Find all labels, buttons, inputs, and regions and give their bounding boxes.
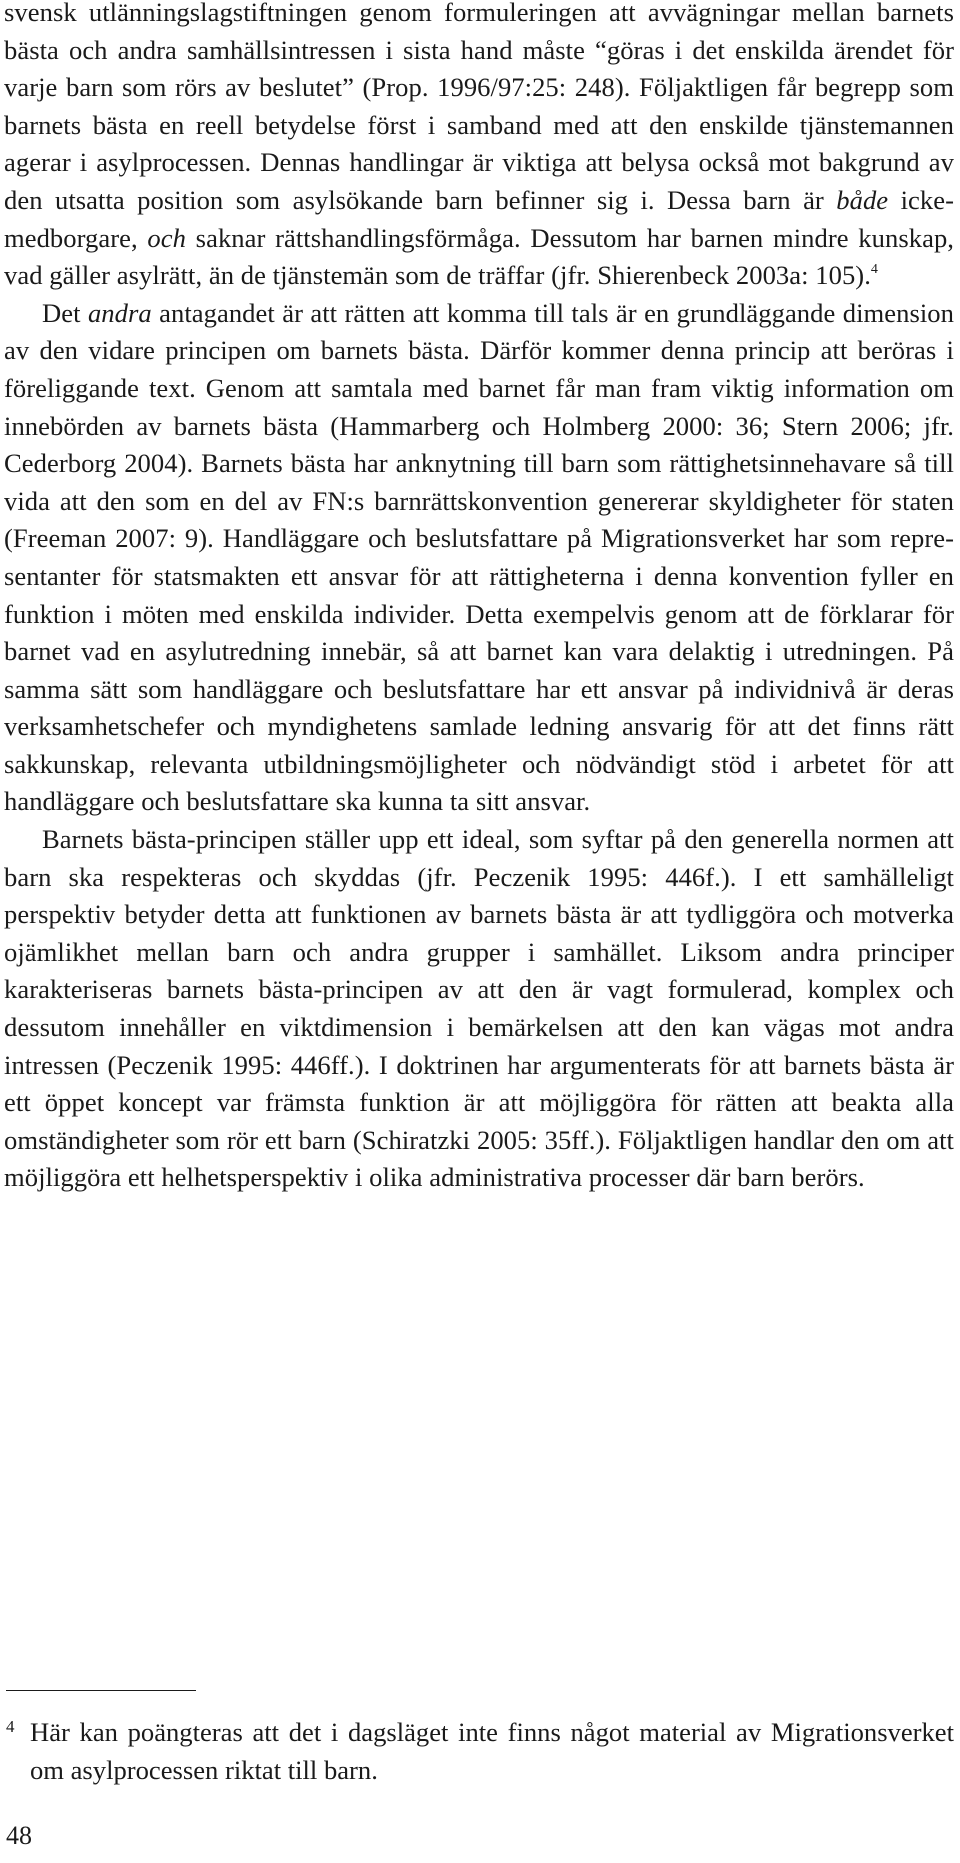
- text-run: icke-medborgare,: [4, 184, 954, 253]
- text-run: Det: [42, 297, 88, 328]
- text-run: svensk utlänningslagstiftningen genom formuleringen att avvägningar mellan barnets bästa och andra samhällsintressen i sista hand måste “göras i det enskilda ärendet för varje barn som rörs av beslutet” (Prop. 1996/97:25: 248). Följaktligen får begrepp som barnets bästa en reell betydelse först i samband med att den enskilde tjänstemannen agerar i asylprocessen. Dennas handlingar är viktiga att belysa också mot bakgrund av den utsatta position som asylsökande barn befinner sig i. Dessa barn är: [4, 0, 954, 215]
- emphasis: och: [147, 222, 186, 253]
- emphasis: både: [836, 184, 889, 215]
- paragraph: [4, 295, 954, 821]
- text-run: antagandet är att rätten att komma till tals är en grundläggande dimension av den vidare principen om barnets bästa. Därför kommer denna princip att beröras i föreliggande text. Genom att samtala med barnet får man fram viktig information om innebörden av barnets bästa (Hammarberg och Holmberg 2000: 36; Stern 2006; jfr. Cederborg 2004). Barnets bästa har anknytning till barn som rättighetsinnehavare så till vida att den som en del av FN:s barnrättskonvention genererar skyldigheter för staten (Freeman 2007: 9). Handläggare och beslutsfattare på Migrationsverket har som representanter för statsmakten ett ansvar för att rättigheterna i denna konvention fyller en funktion i möten med enskilda individer. Detta exempelvis genom att de förklarar för barnet vad en asylutredning innebär, så att barnet kan vara delaktig i utredningen. På samma sätt som handläggare och beslutsfattare har ett ansvar på individnivå är deras verksamhetschefer och myndighetens samlade ledning ansvarig för att det finns rätt sakkunskap, relevanta utbildningsmöjligheter och nödvändigt stöd i arbetet för att handläggare och beslutsfattare ska kunna ta sitt ansvar.: [4, 297, 954, 817]
- text-run: Barnets bästa-principen ställer upp ett ideal, som syftar på den generella normen att barn ska respekteras och skyddas (jfr. Peczenik 1995: 446f.). I ett samhälleligt perspektiv betyder detta att funktionen av barnets bästa är att tydliggöra och motverka ojämlikhet mellan barn och andra grupper i samhället. Liksom andra principer karakteriseras barnets bästa-principen av att den är vagt formulerad, komplex och dessutom innehåller en viktdimension i bemärkelsen att den kan vägas mot andra intressen (Peczenik 1995: 446ff.). I doktrinen har argumenterats för att barnets bästa är ett öppet koncept var främsta funktion är att möjliggöra för rätten att beakta alla omständigheter som rör ett barn (Schiratzki 2005: 35ff.). Följaktligen handlar den om att möjliggöra ett helhetsperspektiv i olika administrativa processer där barn berörs.: [4, 824, 954, 1193]
- paragraph: [4, 0, 954, 295]
- footnote-number: 4: [6, 1717, 15, 1736]
- paragraph: [4, 821, 954, 1197]
- footnote-separator: [6, 1690, 196, 1691]
- footnote-text: Här kan poängteras att det i dagsläget inte finns något material av Migrationsverket om asylprocessen riktat till barn.: [30, 1717, 954, 1785]
- body-text: [4, 0, 954, 1197]
- emphasis: andra: [87, 297, 152, 328]
- text-run: saknar rättshandlingsförmåga. Dessutom har barnen mindre kunskap, vad gäller asylrätt, än de tjänstemän som de träffar (jfr. Shierenbeck 2003a: 105).: [4, 222, 954, 291]
- footnote: [6, 1714, 954, 1789]
- footnote-reference: 4: [870, 262, 878, 278]
- document-page: [4, 0, 954, 1863]
- page-number: 48: [6, 1821, 32, 1850]
